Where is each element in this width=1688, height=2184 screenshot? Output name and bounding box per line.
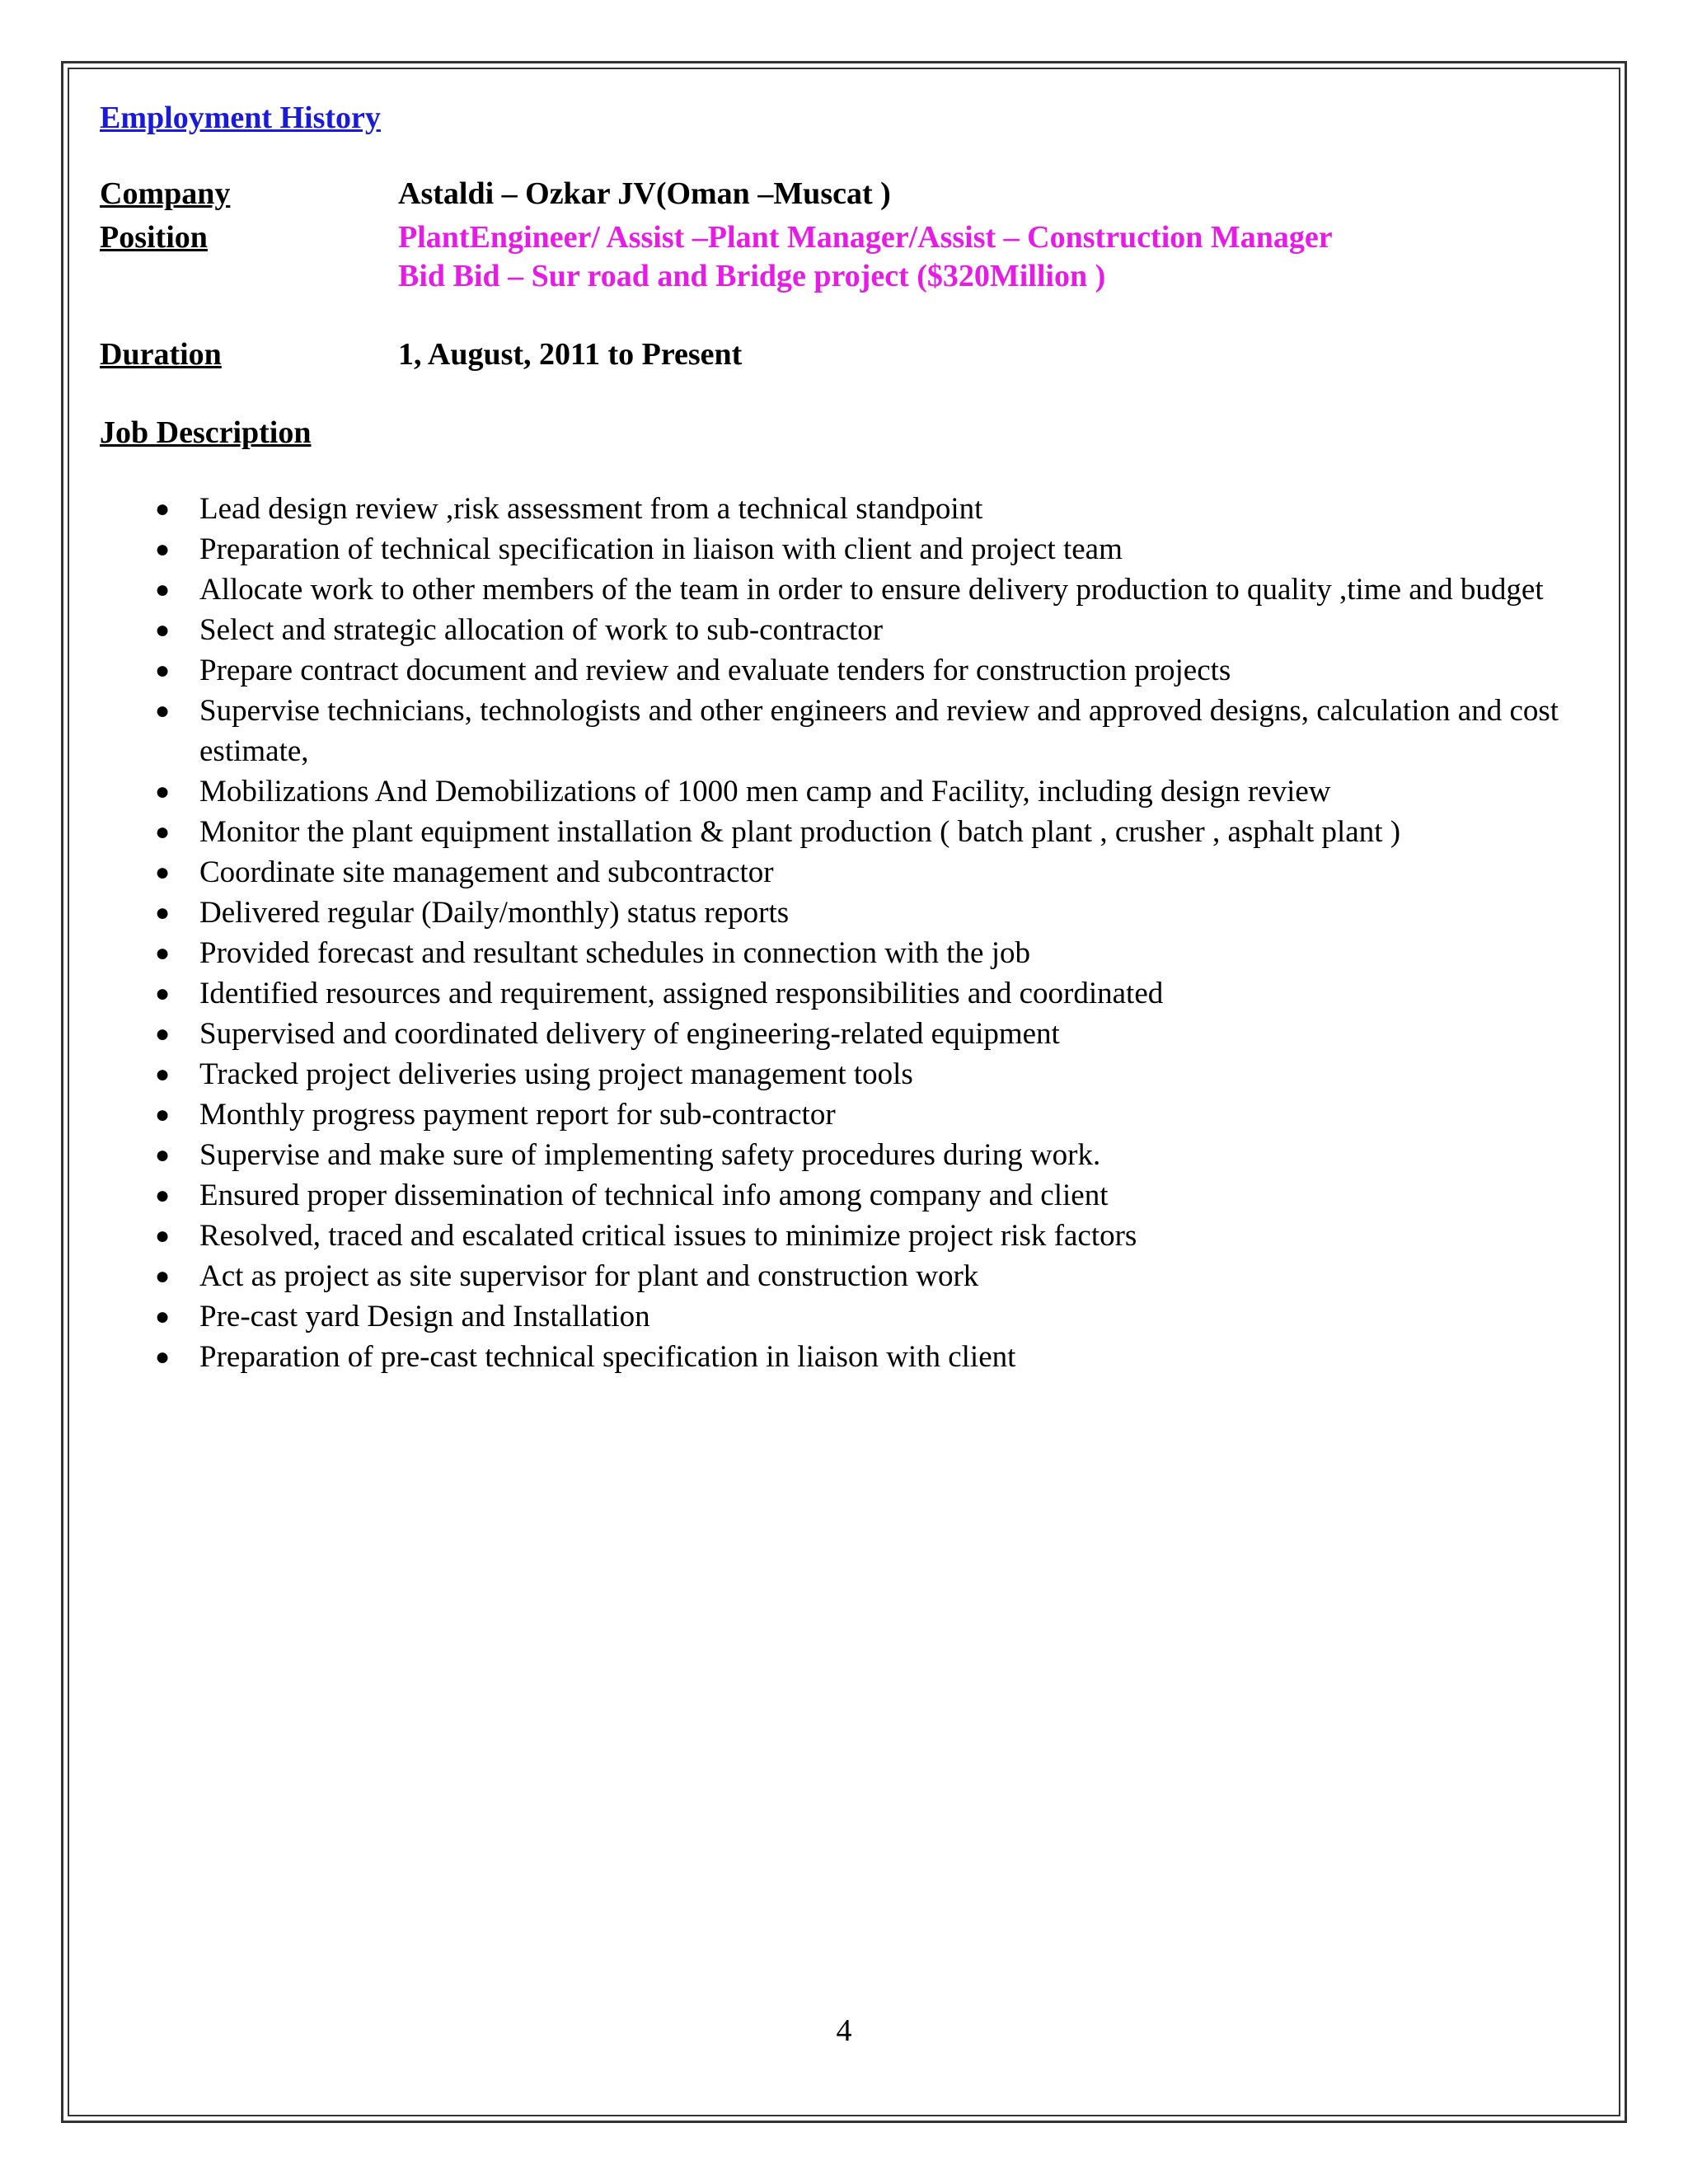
job-description-item-text: Pre-cast yard Design and Installation bbox=[199, 1300, 650, 1333]
job-description-item-text: Provided forecast and resultant schedules in connection with the job bbox=[199, 936, 1030, 970]
job-description-item bbox=[100, 569, 1575, 610]
bullet-icon: ● bbox=[155, 1020, 171, 1047]
job-description-item-text: Allocate work to other members of the team in order to ensure delivery production to quality ,time and budget bbox=[199, 573, 1544, 607]
bullet-icon: ● bbox=[155, 859, 171, 886]
position-value-line1: PlantEngineer/ Assist –Plant Manager/Assist – Construction Manager bbox=[398, 220, 1333, 255]
bullet-icon: ● bbox=[155, 1303, 171, 1330]
job-description-item bbox=[100, 933, 1575, 973]
bullet-icon: ● bbox=[155, 818, 171, 846]
job-description-item bbox=[100, 1256, 1575, 1296]
position-label: Position bbox=[100, 220, 208, 255]
job-description-item-text: Mobilizations And Demobilizations of 1000 men camp and Facility, including design review bbox=[199, 775, 1331, 808]
bullet-icon: ● bbox=[155, 1222, 171, 1249]
job-description-item-text: Act as project as site supervisor for plant and construction work bbox=[199, 1259, 979, 1293]
job-description-item bbox=[100, 529, 1575, 569]
job-description-item bbox=[100, 1135, 1575, 1175]
job-description-item bbox=[100, 852, 1575, 893]
bullet-icon: ● bbox=[155, 576, 171, 603]
bullet-icon: ● bbox=[155, 657, 171, 684]
bullet-icon: ● bbox=[155, 697, 171, 724]
bullet-icon: ● bbox=[155, 1101, 171, 1128]
bullet-icon: ● bbox=[155, 1182, 171, 1209]
company-value: Astaldi – Ozkar JV(Oman –Muscat ) bbox=[398, 176, 891, 211]
duration-row bbox=[100, 335, 1575, 374]
duration-label: Duration bbox=[100, 337, 222, 372]
job-description-list bbox=[100, 489, 1575, 1377]
job-description-item-text: Resolved, traced and escalated critical issues to minimize project risk factors bbox=[199, 1219, 1137, 1253]
job-description-item bbox=[100, 691, 1575, 771]
job-description-item bbox=[100, 650, 1575, 691]
job-description-item-text: Coordinate site management and subcontractor bbox=[199, 855, 774, 889]
job-description-item bbox=[100, 1014, 1575, 1054]
job-description-item-text: Monthly progress payment report for sub-contractor bbox=[199, 1098, 836, 1132]
employment-history-heading[interactable]: Employment History bbox=[100, 101, 381, 135]
position-row bbox=[100, 218, 1575, 296]
job-description-item-text: Prepare contract document and review and evaluate tenders for construction projects bbox=[199, 654, 1231, 687]
bullet-icon: ● bbox=[155, 940, 171, 967]
bullet-icon: ● bbox=[155, 899, 171, 926]
job-description-item-text: Tracked project deliveries using project management tools bbox=[199, 1057, 913, 1091]
job-description-item bbox=[100, 973, 1575, 1014]
job-description-item bbox=[100, 771, 1575, 812]
job-description-item bbox=[100, 1337, 1575, 1377]
job-description-item-text: Delivered regular (Daily/monthly) status reports bbox=[199, 896, 790, 930]
job-description-item bbox=[100, 1296, 1575, 1337]
position-value-line2: Bid Bid – Sur road and Bridge project ($320Million ) bbox=[398, 259, 1106, 293]
bullet-icon: ● bbox=[155, 1343, 171, 1371]
job-description-item-text: Supervise and make sure of implementing safety procedures during work. bbox=[199, 1138, 1101, 1172]
job-description-item bbox=[100, 1054, 1575, 1094]
bullet-icon: ● bbox=[155, 1061, 171, 1088]
bullet-icon: ● bbox=[155, 778, 171, 805]
job-description-item-text: Preparation of technical specification in liaison with client and project team bbox=[199, 532, 1123, 566]
job-description-item-text: Select and strategic allocation of work to sub-contractor bbox=[199, 613, 884, 647]
job-description-item-text: Ensured proper dissemination of technical info among company and client bbox=[199, 1179, 1109, 1212]
job-description-item-text: Identified resources and requirement, assigned responsibilities and coordinated bbox=[199, 977, 1164, 1010]
job-description-item bbox=[100, 1216, 1575, 1256]
bullet-icon: ● bbox=[155, 980, 171, 1007]
job-description-item bbox=[100, 1094, 1575, 1135]
job-description-item-text: Supervised and coordinated delivery of engineering-related equipment bbox=[199, 1017, 1060, 1051]
bullet-icon: ● bbox=[155, 616, 171, 644]
job-description-item-text: Lead design review ,risk assessment from a technical standpoint bbox=[199, 492, 983, 526]
page-content bbox=[100, 97, 1575, 1377]
bullet-icon: ● bbox=[155, 1263, 171, 1290]
job-description-item bbox=[100, 610, 1575, 650]
job-description-item bbox=[100, 812, 1575, 852]
job-description-item bbox=[100, 1175, 1575, 1216]
job-description-item-text: Preparation of pre-cast technical specification in liaison with client bbox=[199, 1340, 1016, 1374]
job-description-item-text: Supervise technicians, technologists and other engineers and review and approved designs, calculation and cost estimate, bbox=[199, 694, 1559, 768]
company-row bbox=[100, 175, 1575, 213]
page-number: 4 bbox=[836, 2013, 852, 2048]
job-description-item bbox=[100, 893, 1575, 933]
company-label: Company bbox=[100, 176, 231, 211]
bullet-icon: ● bbox=[155, 536, 171, 563]
duration-value: 1, August, 2011 to Present bbox=[398, 337, 743, 372]
job-description-item bbox=[100, 489, 1575, 529]
bullet-icon: ● bbox=[155, 495, 171, 523]
job-description-item-text: Monitor the plant equipment installation & plant production ( batch plant , crusher , asphalt plant ) bbox=[199, 815, 1401, 849]
bullet-icon: ● bbox=[155, 1141, 171, 1169]
job-description-heading: Job Description bbox=[100, 415, 312, 450]
